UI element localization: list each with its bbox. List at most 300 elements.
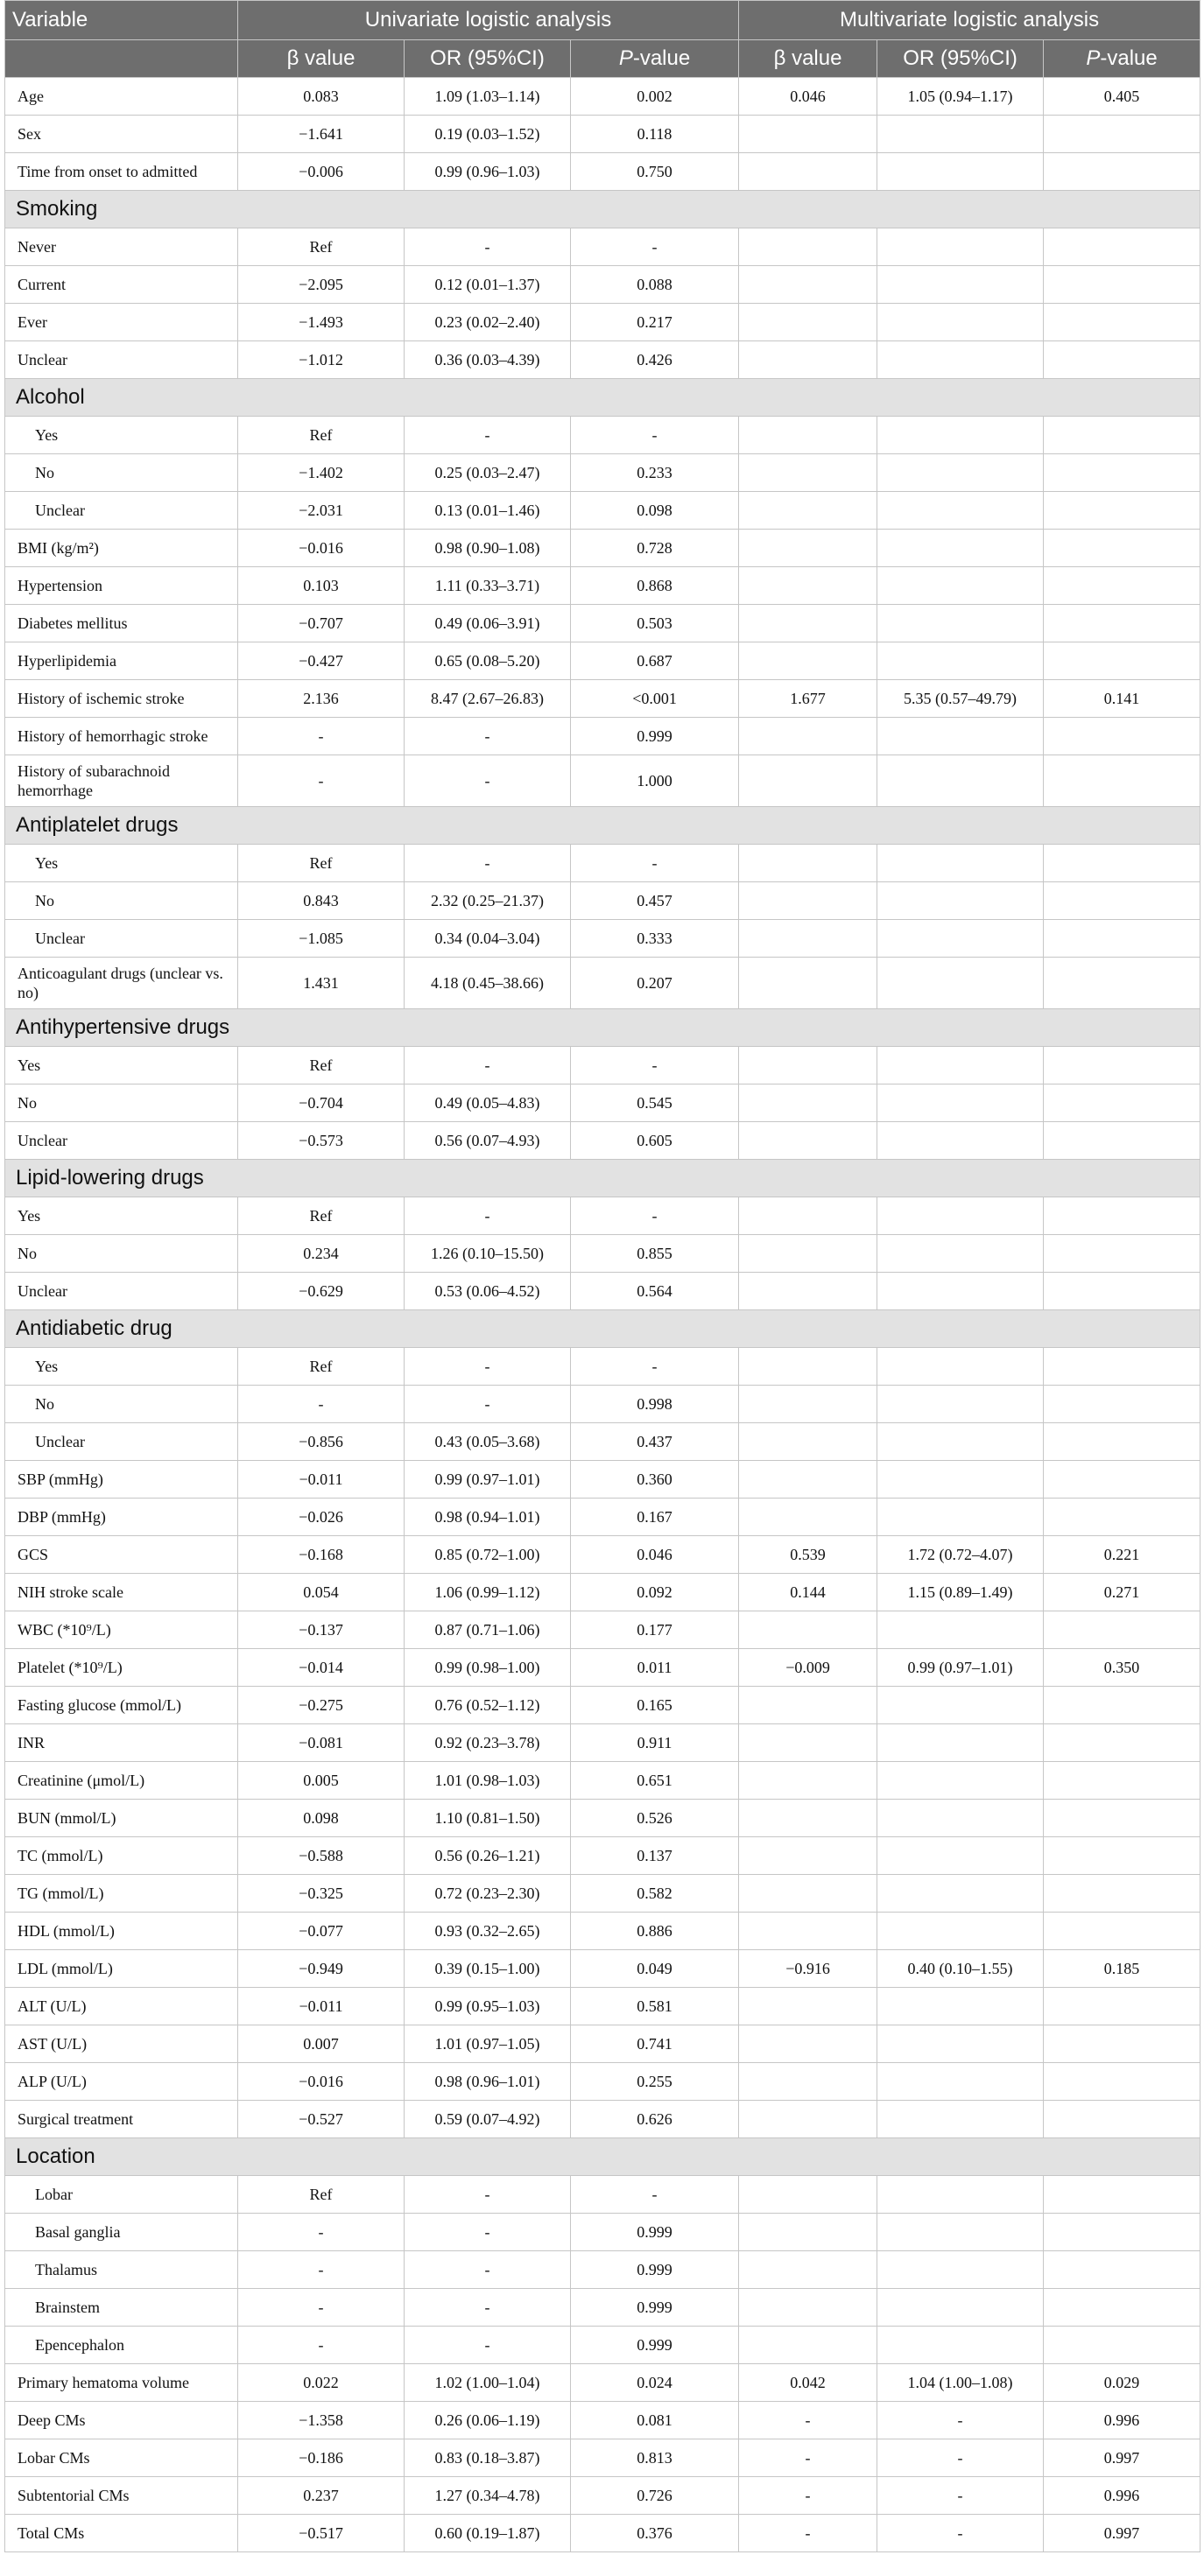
- multivariate-beta-cell: [739, 1875, 877, 1913]
- multivariate-p-value-cell: [1044, 2025, 1200, 2063]
- univariate-or-cell: 0.99 (0.97–1.01): [405, 1461, 571, 1499]
- univariate-or-cell: -: [405, 2214, 571, 2251]
- multivariate-beta-cell: 1.677: [739, 680, 877, 718]
- variable-cell: Ever: [5, 304, 238, 341]
- multivariate-beta-cell: [739, 1988, 877, 2025]
- multivariate-beta-cell: [739, 1084, 877, 1122]
- multivariate-or-cell: [877, 2176, 1044, 2214]
- univariate-beta-cell: −0.704: [238, 1084, 405, 1122]
- table-row: [5, 755, 1200, 807]
- multivariate-beta-cell: [739, 2063, 877, 2101]
- univariate-or-cell: 0.34 (0.04–3.04): [405, 920, 571, 958]
- multivariate-beta-cell: [739, 2025, 877, 2063]
- table-row: [5, 1724, 1200, 1762]
- table-row: [5, 2214, 1200, 2251]
- multivariate-beta-cell: 0.539: [739, 1536, 877, 1574]
- table-row: [5, 1273, 1200, 1310]
- multivariate-beta-cell: [739, 2176, 877, 2214]
- univariate-or-cell: 0.87 (0.71–1.06): [405, 1611, 571, 1649]
- table-row: [5, 1461, 1200, 1499]
- multivariate-p-value-cell: [1044, 2176, 1200, 2214]
- table-body: [5, 78, 1200, 2552]
- variable-cell: Diabetes mellitus: [5, 605, 238, 642]
- variable-cell: Deep CMs: [5, 2402, 238, 2439]
- multivariate-beta-cell: -: [739, 2402, 877, 2439]
- table-row: [5, 228, 1200, 266]
- univariate-or-cell: -: [405, 2327, 571, 2364]
- variable-cell: BUN (mmol/L): [5, 1800, 238, 1837]
- univariate-beta-cell: −1.493: [238, 304, 405, 341]
- multivariate-p-value-cell: 0.271: [1044, 1574, 1200, 1611]
- univariate-beta-cell: −1.402: [238, 454, 405, 492]
- variable-cell: Unclear: [5, 1273, 238, 1310]
- univariate-or-cell: 0.25 (0.03–2.47): [405, 454, 571, 492]
- p-letter: P: [618, 46, 633, 70]
- univariate-p-value-cell: 0.626: [571, 2101, 739, 2138]
- univariate-p-value-cell: 0.457: [571, 882, 739, 920]
- multivariate-beta-cell: [739, 1273, 877, 1310]
- table-row: [5, 1047, 1200, 1084]
- multivariate-beta-cell: [739, 1235, 877, 1273]
- univariate-or-cell: 0.99 (0.98–1.00): [405, 1649, 571, 1687]
- table-row: [5, 920, 1200, 958]
- multivariate-beta-cell: [739, 341, 877, 379]
- multivariate-p-value-cell: 0.997: [1044, 2439, 1200, 2477]
- multivariate-or-cell: [877, 2289, 1044, 2327]
- multivariate-p-value-cell: [1044, 845, 1200, 882]
- variable-cell: Yes: [5, 845, 238, 882]
- univariate-or-cell: 1.06 (0.99–1.12): [405, 1574, 571, 1611]
- table-row: [5, 680, 1200, 718]
- multivariate-p-value-cell: [1044, 530, 1200, 567]
- multivariate-or-cell: [877, 2101, 1044, 2138]
- multivariate-p-value-cell: [1044, 1235, 1200, 1273]
- multivariate-or-cell: [877, 920, 1044, 958]
- univariate-beta-cell: 0.007: [238, 2025, 405, 2063]
- multivariate-beta-cell: -: [739, 2477, 877, 2515]
- variable-cell: History of hemorrhagic stroke: [5, 718, 238, 755]
- multivariate-p-value-cell: [1044, 2289, 1200, 2327]
- table-row: [5, 1611, 1200, 1649]
- multivariate-or-cell: [877, 1611, 1044, 1649]
- logistic-analysis-table: [4, 0, 1200, 2552]
- univariate-beta-cell: Ref: [238, 228, 405, 266]
- variable-cell: History of subarachnoid hemorrhage: [5, 755, 238, 807]
- multivariate-or-cell: [877, 266, 1044, 304]
- variable-cell: Time from onset to admitted: [5, 153, 238, 191]
- multivariate-or-cell: -: [877, 2477, 1044, 2515]
- multivariate-beta-cell: [739, 116, 877, 153]
- multivariate-or-cell: 1.05 (0.94–1.17): [877, 78, 1044, 116]
- variable-cell: Sex: [5, 116, 238, 153]
- multivariate-or-cell: [877, 341, 1044, 379]
- univariate-beta-cell: −0.186: [238, 2439, 405, 2477]
- univariate-p-value-cell: 0.581: [571, 1988, 739, 2025]
- univariate-p-value-cell: 0.046: [571, 1536, 739, 1574]
- variable-cell: INR: [5, 1724, 238, 1762]
- univariate-beta-cell: −2.095: [238, 266, 405, 304]
- univariate-p-value-cell: 0.011: [571, 1649, 739, 1687]
- univariate-or-cell: 0.99 (0.96–1.03): [405, 153, 571, 191]
- variable-cell: Thalamus: [5, 2251, 238, 2289]
- table-row: [5, 2515, 1200, 2552]
- univariate-p-value-cell: 0.376: [571, 2515, 739, 2552]
- univariate-p-value-cell: 0.582: [571, 1875, 739, 1913]
- univariate-p-value-cell: 0.999: [571, 2251, 739, 2289]
- variable-cell: Yes: [5, 417, 238, 454]
- header-u-p: [571, 40, 739, 78]
- table-row: [5, 116, 1200, 153]
- multivariate-p-value-cell: [1044, 417, 1200, 454]
- multivariate-or-cell: [877, 2251, 1044, 2289]
- univariate-beta-cell: −0.168: [238, 1536, 405, 1574]
- multivariate-or-cell: [877, 1273, 1044, 1310]
- table-row: [5, 2063, 1200, 2101]
- multivariate-or-cell: [877, 2025, 1044, 2063]
- variable-cell: No: [5, 1386, 238, 1423]
- multivariate-p-value-cell: [1044, 1499, 1200, 1536]
- section-row: [5, 2138, 1200, 2176]
- univariate-p-value-cell: 0.868: [571, 567, 739, 605]
- multivariate-or-cell: [877, 1762, 1044, 1800]
- variable-cell: Surgical treatment: [5, 2101, 238, 2138]
- variable-cell: No: [5, 882, 238, 920]
- table-row: [5, 1122, 1200, 1160]
- univariate-beta-cell: 0.022: [238, 2364, 405, 2402]
- univariate-p-value-cell: 0.207: [571, 958, 739, 1009]
- univariate-or-cell: 0.53 (0.06–4.52): [405, 1273, 571, 1310]
- univariate-p-value-cell: 0.728: [571, 530, 739, 567]
- univariate-p-value-cell: 0.255: [571, 2063, 739, 2101]
- table-row: [5, 1386, 1200, 1423]
- univariate-or-cell: 0.43 (0.05–3.68): [405, 1423, 571, 1461]
- variable-cell: AST (U/L): [5, 2025, 238, 2063]
- table-row: [5, 492, 1200, 530]
- univariate-p-value-cell: 0.098: [571, 492, 739, 530]
- table-row: [5, 417, 1200, 454]
- univariate-p-value-cell: 0.137: [571, 1837, 739, 1875]
- variable-cell: Unclear: [5, 492, 238, 530]
- variable-cell: Yes: [5, 1197, 238, 1235]
- univariate-p-value-cell: 0.998: [571, 1386, 739, 1423]
- multivariate-or-cell: 5.35 (0.57–49.79): [877, 680, 1044, 718]
- multivariate-or-cell: [877, 1988, 1044, 2025]
- table-row: [5, 2101, 1200, 2138]
- variable-cell: Yes: [5, 1348, 238, 1386]
- univariate-beta-cell: −0.011: [238, 1988, 405, 2025]
- variable-cell: Hypertension: [5, 567, 238, 605]
- multivariate-or-cell: -: [877, 2515, 1044, 2552]
- table-row: [5, 1084, 1200, 1122]
- header-multivariate: Multivariate logistic analysis: [739, 1, 1200, 40]
- univariate-or-cell: -: [405, 845, 571, 882]
- section-row: [5, 1160, 1200, 1197]
- multivariate-p-value-cell: [1044, 920, 1200, 958]
- univariate-beta-cell: 0.237: [238, 2477, 405, 2515]
- multivariate-or-cell: [877, 958, 1044, 1009]
- multivariate-p-value-cell: [1044, 1461, 1200, 1499]
- table-row: [5, 1687, 1200, 1724]
- univariate-beta-cell: −0.011: [238, 1461, 405, 1499]
- multivariate-beta-cell: [739, 492, 877, 530]
- multivariate-or-cell: 1.72 (0.72–4.07): [877, 1536, 1044, 1574]
- univariate-or-cell: 1.01 (0.97–1.05): [405, 2025, 571, 2063]
- multivariate-p-value-cell: [1044, 882, 1200, 920]
- multivariate-or-cell: [877, 1047, 1044, 1084]
- multivariate-p-value-cell: 0.405: [1044, 78, 1200, 116]
- table-row: [5, 718, 1200, 755]
- univariate-beta-cell: −0.629: [238, 1273, 405, 1310]
- univariate-beta-cell: 0.083: [238, 78, 405, 116]
- variable-cell: GCS: [5, 1536, 238, 1574]
- univariate-or-cell: -: [405, 718, 571, 755]
- multivariate-or-cell: [877, 2063, 1044, 2101]
- univariate-or-cell: 0.99 (0.95–1.03): [405, 1988, 571, 2025]
- univariate-or-cell: 0.56 (0.07–4.93): [405, 1122, 571, 1160]
- univariate-beta-cell: Ref: [238, 2176, 405, 2214]
- univariate-beta-cell: −0.006: [238, 153, 405, 191]
- variable-cell: Brainstem: [5, 2289, 238, 2327]
- univariate-beta-cell: −1.085: [238, 920, 405, 958]
- multivariate-or-cell: [877, 605, 1044, 642]
- univariate-or-cell: 1.02 (1.00–1.04): [405, 2364, 571, 2402]
- multivariate-or-cell: [877, 228, 1044, 266]
- univariate-p-value-cell: 0.526: [571, 1800, 739, 1837]
- multivariate-beta-cell: [739, 228, 877, 266]
- multivariate-beta-cell: [739, 304, 877, 341]
- table-row: [5, 2251, 1200, 2289]
- univariate-beta-cell: −0.137: [238, 1611, 405, 1649]
- table-row: [5, 2402, 1200, 2439]
- table-row: [5, 1837, 1200, 1875]
- multivariate-p-value-cell: [1044, 1122, 1200, 1160]
- univariate-or-cell: -: [405, 755, 571, 807]
- multivariate-p-value-cell: 0.350: [1044, 1649, 1200, 1687]
- univariate-or-cell: 4.18 (0.45–38.66): [405, 958, 571, 1009]
- multivariate-p-value-cell: 0.029: [1044, 2364, 1200, 2402]
- univariate-beta-cell: −1.012: [238, 341, 405, 379]
- section-row: [5, 807, 1200, 845]
- multivariate-p-value-cell: 0.996: [1044, 2477, 1200, 2515]
- multivariate-p-value-cell: [1044, 266, 1200, 304]
- variable-cell: Primary hematoma volume: [5, 2364, 238, 2402]
- multivariate-or-cell: [877, 417, 1044, 454]
- table-row: [5, 153, 1200, 191]
- multivariate-p-value-cell: [1044, 2063, 1200, 2101]
- multivariate-p-value-cell: [1044, 2327, 1200, 2364]
- variable-cell: Platelet (*10⁹/L): [5, 1649, 238, 1687]
- multivariate-or-cell: [877, 454, 1044, 492]
- multivariate-or-cell: [877, 1084, 1044, 1122]
- multivariate-or-cell: [877, 2327, 1044, 2364]
- univariate-p-value-cell: <0.001: [571, 680, 739, 718]
- variable-cell: Subtentorial CMs: [5, 2477, 238, 2515]
- variable-cell: Lobar CMs: [5, 2439, 238, 2477]
- section-row: [5, 379, 1200, 417]
- univariate-p-value-cell: 0.999: [571, 2214, 739, 2251]
- univariate-or-cell: 0.92 (0.23–3.78): [405, 1724, 571, 1762]
- table-row: [5, 1950, 1200, 1988]
- header-univariate: Univariate logistic analysis: [238, 1, 739, 40]
- univariate-beta-cell: -: [238, 1386, 405, 1423]
- univariate-p-value-cell: 0.002: [571, 78, 739, 116]
- multivariate-p-value-cell: [1044, 2251, 1200, 2289]
- multivariate-p-value-cell: [1044, 1875, 1200, 1913]
- section-title: Smoking: [5, 191, 1200, 228]
- multivariate-or-cell: [877, 1800, 1044, 1837]
- multivariate-beta-cell: [739, 1687, 877, 1724]
- multivariate-or-cell: [877, 153, 1044, 191]
- multivariate-p-value-cell: [1044, 958, 1200, 1009]
- p-suffix: -value: [1100, 46, 1158, 70]
- multivariate-or-cell: [877, 1875, 1044, 1913]
- univariate-p-value-cell: 0.118: [571, 116, 739, 153]
- table-row: [5, 1499, 1200, 1536]
- header-m-or: OR (95%CI): [877, 40, 1044, 78]
- multivariate-beta-cell: [739, 1724, 877, 1762]
- multivariate-or-cell: [877, 530, 1044, 567]
- variable-cell: Lobar: [5, 2176, 238, 2214]
- multivariate-p-value-cell: [1044, 642, 1200, 680]
- univariate-p-value-cell: 0.360: [571, 1461, 739, 1499]
- variable-cell: Basal ganglia: [5, 2214, 238, 2251]
- section-title: Lipid-lowering drugs: [5, 1160, 1200, 1197]
- univariate-or-cell: 0.60 (0.19–1.87): [405, 2515, 571, 2552]
- variable-cell: Creatinine (μmol/L): [5, 1762, 238, 1800]
- multivariate-p-value-cell: [1044, 304, 1200, 341]
- variable-cell: DBP (mmHg): [5, 1499, 238, 1536]
- multivariate-beta-cell: [739, 958, 877, 1009]
- univariate-beta-cell: −0.275: [238, 1687, 405, 1724]
- multivariate-or-cell: [877, 492, 1044, 530]
- multivariate-beta-cell: −0.916: [739, 1950, 877, 1988]
- univariate-p-value-cell: 0.687: [571, 642, 739, 680]
- univariate-beta-cell: -: [238, 2214, 405, 2251]
- univariate-or-cell: -: [405, 2251, 571, 2289]
- multivariate-p-value-cell: [1044, 116, 1200, 153]
- header-m-p: [1044, 40, 1200, 78]
- univariate-beta-cell: 2.136: [238, 680, 405, 718]
- variable-cell: TG (mmol/L): [5, 1875, 238, 1913]
- multivariate-p-value-cell: [1044, 2101, 1200, 2138]
- univariate-p-value-cell: 0.855: [571, 1235, 739, 1273]
- multivariate-beta-cell: [739, 755, 877, 807]
- univariate-p-value-cell: 0.605: [571, 1122, 739, 1160]
- variable-cell: Unclear: [5, 1423, 238, 1461]
- univariate-or-cell: 0.83 (0.18–3.87): [405, 2439, 571, 2477]
- multivariate-beta-cell: [739, 2214, 877, 2251]
- univariate-beta-cell: Ref: [238, 1348, 405, 1386]
- table-row: [5, 1762, 1200, 1800]
- variable-cell: Unclear: [5, 341, 238, 379]
- table-row: [5, 1574, 1200, 1611]
- table-row: [5, 1197, 1200, 1235]
- univariate-or-cell: 2.32 (0.25–21.37): [405, 882, 571, 920]
- multivariate-or-cell: [877, 642, 1044, 680]
- univariate-beta-cell: Ref: [238, 1047, 405, 1084]
- table-row: [5, 1649, 1200, 1687]
- multivariate-beta-cell: [739, 567, 877, 605]
- table-row: [5, 1235, 1200, 1273]
- multivariate-or-cell: [877, 1386, 1044, 1423]
- multivariate-or-cell: 1.15 (0.89–1.49): [877, 1574, 1044, 1611]
- multivariate-or-cell: -: [877, 2402, 1044, 2439]
- multivariate-p-value-cell: [1044, 1273, 1200, 1310]
- univariate-p-value-cell: 0.081: [571, 2402, 739, 2439]
- univariate-or-cell: 0.76 (0.52–1.12): [405, 1687, 571, 1724]
- multivariate-p-value-cell: [1044, 1687, 1200, 1724]
- univariate-or-cell: 0.12 (0.01–1.37): [405, 266, 571, 304]
- univariate-p-value-cell: -: [571, 2176, 739, 2214]
- multivariate-or-cell: [877, 1724, 1044, 1762]
- univariate-beta-cell: −1.641: [238, 116, 405, 153]
- multivariate-p-value-cell: [1044, 1084, 1200, 1122]
- multivariate-or-cell: 0.99 (0.97–1.01): [877, 1649, 1044, 1687]
- univariate-beta-cell: −0.588: [238, 1837, 405, 1875]
- variable-cell: Anticoagulant drugs (unclear vs. no): [5, 958, 238, 1009]
- univariate-beta-cell: Ref: [238, 417, 405, 454]
- multivariate-beta-cell: 0.042: [739, 2364, 877, 2402]
- univariate-beta-cell: −0.517: [238, 2515, 405, 2552]
- variable-cell: TC (mmol/L): [5, 1837, 238, 1875]
- multivariate-beta-cell: −0.009: [739, 1649, 877, 1687]
- univariate-p-value-cell: 0.651: [571, 1762, 739, 1800]
- variable-cell: Never: [5, 228, 238, 266]
- multivariate-p-value-cell: 0.997: [1044, 2515, 1200, 2552]
- univariate-p-value-cell: 0.426: [571, 341, 739, 379]
- variable-cell: No: [5, 1235, 238, 1273]
- header-variable: Variable: [5, 1, 238, 40]
- univariate-p-value-cell: 0.999: [571, 2289, 739, 2327]
- table-row: [5, 845, 1200, 882]
- header-m-beta: β value: [739, 40, 877, 78]
- univariate-beta-cell: −0.325: [238, 1875, 405, 1913]
- section-title: Antiplatelet drugs: [5, 807, 1200, 845]
- univariate-beta-cell: −0.427: [238, 642, 405, 680]
- section-row: [5, 1009, 1200, 1047]
- univariate-or-cell: 1.26 (0.10–15.50): [405, 1235, 571, 1273]
- multivariate-or-cell: [877, 2214, 1044, 2251]
- univariate-p-value-cell: 0.177: [571, 1611, 739, 1649]
- univariate-or-cell: 0.49 (0.05–4.83): [405, 1084, 571, 1122]
- table-row: [5, 1913, 1200, 1950]
- univariate-or-cell: 1.10 (0.81–1.50): [405, 1800, 571, 1837]
- multivariate-beta-cell: [739, 1913, 877, 1950]
- univariate-beta-cell: Ref: [238, 845, 405, 882]
- table-row: [5, 454, 1200, 492]
- univariate-or-cell: -: [405, 1197, 571, 1235]
- variable-cell: History of ischemic stroke: [5, 680, 238, 718]
- multivariate-beta-cell: [739, 266, 877, 304]
- variable-cell: Unclear: [5, 1122, 238, 1160]
- table-row: [5, 1423, 1200, 1461]
- univariate-p-value-cell: 0.813: [571, 2439, 739, 2477]
- section-row: [5, 191, 1200, 228]
- header-blank: [5, 40, 238, 78]
- multivariate-p-value-cell: [1044, 341, 1200, 379]
- multivariate-or-cell: [877, 1913, 1044, 1950]
- multivariate-beta-cell: [739, 1611, 877, 1649]
- univariate-or-cell: 0.72 (0.23–2.30): [405, 1875, 571, 1913]
- multivariate-p-value-cell: [1044, 1913, 1200, 1950]
- variable-cell: Fasting glucose (mmol/L): [5, 1687, 238, 1724]
- table-row: [5, 2364, 1200, 2402]
- univariate-or-cell: 0.56 (0.26–1.21): [405, 1837, 571, 1875]
- univariate-beta-cell: -: [238, 2327, 405, 2364]
- univariate-or-cell: 0.85 (0.72–1.00): [405, 1536, 571, 1574]
- univariate-or-cell: -: [405, 1386, 571, 1423]
- multivariate-beta-cell: 0.144: [739, 1574, 877, 1611]
